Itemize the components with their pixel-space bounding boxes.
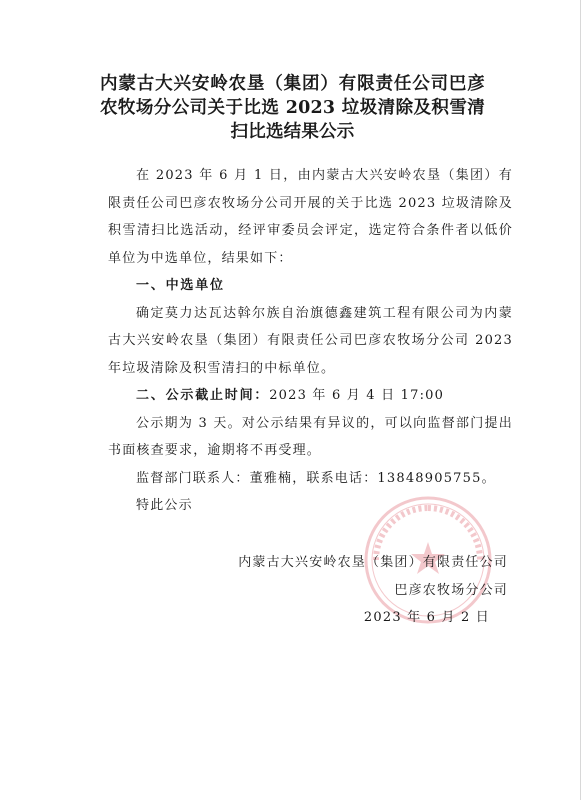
publicity-paragraph: 公示期为 3 天。对公示结果有异议的，可以向监督部门提出书面核查要求，逾期将不再受理。 <box>108 415 513 458</box>
signature-block <box>238 549 508 632</box>
section-heading-winner <box>108 272 513 300</box>
signature-date: 2023 年 6 月 2 日 <box>363 610 490 625</box>
signature-org-line2: 巴彦农牧场分公司 <box>394 582 508 598</box>
document-title: 内蒙古大兴安岭农垦（集团）有限责任公司巴彦农牧场分公司关于比选 2023 垃圾清除及积雪清扫比选结果公示 <box>100 74 485 142</box>
signature-org-line1: 内蒙古大兴安岭农垦（集团）有限责任公司 <box>238 555 508 570</box>
contact-paragraph: 监督部门联系人：董雅楠，联系电话：13848905755。 <box>136 470 496 486</box>
winner-paragraph: 确定莫力达瓦达斡尔族自治旗德鑫建筑工程有限公司为内蒙古大兴安岭农垦（集团）有限责任公司巴彦农牧场分公司 2023 年垃圾清除及积雪清扫的中标单位。 <box>108 305 513 376</box>
deadline-value: 2023 年 6 月 4 日 17:00 <box>269 388 445 403</box>
deadline-line <box>108 382 513 410</box>
document-body <box>108 162 513 520</box>
closing-text: 特此公示 <box>136 498 193 513</box>
intro-paragraph: 在 2023 年 6 月 1 日，由内蒙古大兴安岭农垦（集团）有限责任公司巴彦农牧场分公司开展的关于比选 2023 垃圾清除及积雪清扫比选活动，经评审委员会评定，选定符合条件者以低价单位为中选单位，结果如下： <box>108 168 513 266</box>
deadline-label: 二、公示截止时间： <box>136 388 270 403</box>
section-heading-winner-label: 一、中选单位 <box>136 278 225 293</box>
